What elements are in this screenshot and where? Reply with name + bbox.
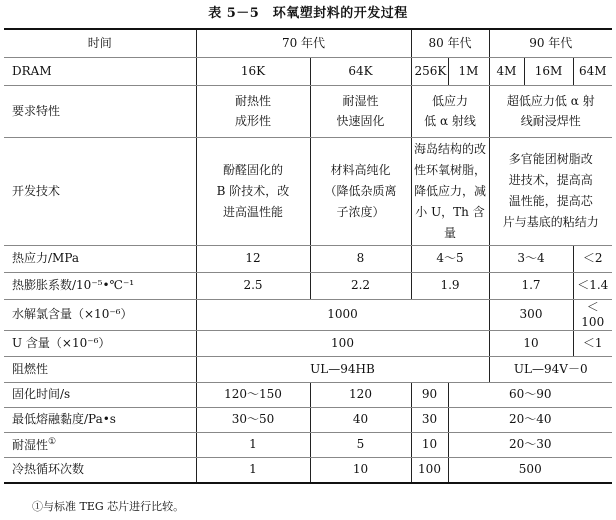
cell-moisture-64k: 5 bbox=[310, 432, 411, 457]
row-moisture-resistance bbox=[4, 432, 612, 457]
cell-u-70s-1m: 100 bbox=[196, 330, 489, 356]
cell-chlorine-70s-1m: 1000 bbox=[196, 299, 489, 330]
cell-expansion-64m: ＜1.4 bbox=[573, 272, 612, 299]
cell-req-90s-line2: 线耐浸焊性 bbox=[520, 114, 581, 128]
cell-expansion-64k: 2.2 bbox=[310, 272, 411, 299]
row-label-development: 开发技术 bbox=[4, 137, 196, 245]
row-time bbox=[4, 29, 612, 57]
cell-dev-90s-line1: 多官能团树脂改 bbox=[508, 152, 593, 166]
row-thermal-expansion bbox=[4, 272, 612, 299]
cell-chlorine-4m-16m: 300 bbox=[489, 299, 573, 330]
cell-stress-64k: 8 bbox=[310, 245, 411, 272]
cell-dev-16k-line1: 酚醛固化的 bbox=[222, 162, 283, 177]
cell-cycles-64k: 10 bbox=[310, 457, 411, 483]
cell-expansion-16k: 2.5 bbox=[196, 272, 310, 299]
cell-stress-16k: 12 bbox=[196, 245, 310, 272]
cell-dev-80s bbox=[411, 137, 489, 245]
row-curing-time bbox=[4, 382, 612, 407]
cell-cycles-80s: 100 bbox=[411, 457, 448, 483]
moisture-label-text: 耐湿性 bbox=[12, 437, 49, 452]
row-thermal-cycles bbox=[4, 457, 612, 483]
row-thermal-stress bbox=[4, 245, 612, 272]
cell-stress-80s: 4～5 bbox=[411, 245, 489, 272]
footnote-mark: ① bbox=[48, 436, 57, 447]
cell-req-64k-line2: 快速固化 bbox=[336, 114, 385, 128]
cell-curing-80s: 90 bbox=[411, 382, 448, 407]
row-requirements bbox=[4, 85, 612, 137]
cell-dev-16k-line2: B 阶技术，改 bbox=[216, 183, 290, 198]
cell-expansion-80s: 1.9 bbox=[411, 272, 489, 299]
cell-curing-16k: 120～150 bbox=[196, 382, 310, 407]
row-label-u-content: U 含量（×10⁻⁶） bbox=[4, 330, 196, 356]
row-label-thermal-expansion: 热膨胀系数/10⁻⁵•℃⁻¹ bbox=[4, 272, 196, 299]
table-caption: 表 5－5 环氧塑封料的开发过程 bbox=[208, 6, 408, 21]
cell-u-64m: ＜1 bbox=[573, 330, 612, 356]
row-label-melt-viscosity: 最低熔融黏度/Pa•s bbox=[4, 407, 196, 432]
cell-flame-70s-80s: UL—94HB bbox=[196, 356, 489, 382]
row-dram bbox=[4, 57, 612, 85]
cell-req-16k-line1: 耐热性 bbox=[234, 93, 271, 108]
row-label-time: 时间 bbox=[4, 29, 196, 57]
cell-req-16k bbox=[196, 85, 310, 137]
cell-viscosity-90s: 20～40 bbox=[448, 407, 612, 432]
cell-dev-80s-line1: 海岛结构的改 bbox=[413, 141, 486, 156]
cell-cycles-16k: 1 bbox=[196, 457, 310, 483]
cell-req-16k-line2: 成形性 bbox=[234, 114, 271, 128]
header-70s: 70 年代 bbox=[196, 29, 411, 57]
cell-req-80s-line2: 低 α 射线 bbox=[424, 114, 476, 128]
cell-flame-90s: UL—94V－0 bbox=[489, 356, 612, 382]
row-label-thermal-stress: 热应力/MPa bbox=[4, 245, 196, 272]
cell-dram-4m: 4M bbox=[489, 57, 524, 85]
row-development bbox=[4, 137, 612, 245]
cell-stress-64m: ＜2 bbox=[573, 245, 612, 272]
row-label-curing-time: 固化时间/s bbox=[4, 382, 196, 407]
cell-dev-80s-line3: 降低应力，减 bbox=[413, 183, 486, 198]
cell-dev-16k bbox=[196, 137, 310, 245]
cell-dev-64k-line3: 子浓度） bbox=[336, 204, 385, 219]
cell-dev-90s-line3: 温性能，提高芯 bbox=[508, 194, 593, 208]
cell-dev-90s-line4: 片与基底的粘结力 bbox=[502, 215, 599, 229]
row-label-dram: DRAM bbox=[4, 57, 196, 85]
header-80s: 80 年代 bbox=[411, 29, 489, 57]
epoxy-molding-compound-table bbox=[4, 28, 612, 484]
cell-dram-1m: 1M bbox=[448, 57, 489, 85]
cell-expansion-4m-16m: 1.7 bbox=[489, 272, 573, 299]
cell-curing-90s: 60～90 bbox=[448, 382, 612, 407]
cell-dev-64k bbox=[310, 137, 411, 245]
cell-req-90s-line1: 超低应力低 α 射 bbox=[506, 93, 595, 108]
cell-u-4m-16m: 10 bbox=[489, 330, 573, 356]
cell-req-64k bbox=[310, 85, 411, 137]
cell-dram-64k: 64K bbox=[310, 57, 411, 85]
cell-cycles-90s: 500 bbox=[448, 457, 612, 483]
cell-dram-256k: 256K bbox=[411, 57, 448, 85]
cell-stress-4m-16m: 3～4 bbox=[489, 245, 573, 272]
cell-dev-80s-line2: 性环氧树脂， bbox=[413, 162, 486, 177]
cell-curing-64k: 120 bbox=[310, 382, 411, 407]
cell-dram-64m: 64M bbox=[573, 57, 612, 85]
header-90s: 90 年代 bbox=[489, 29, 612, 57]
cell-dev-64k-line2: （降低杂质离 bbox=[324, 183, 397, 198]
row-label-flame-retardancy: 阻燃性 bbox=[4, 356, 196, 382]
cell-chlorine-64m: ＜100 bbox=[573, 299, 612, 330]
cell-req-80s-line1: 低应力 bbox=[431, 93, 468, 108]
cell-viscosity-64k: 40 bbox=[310, 407, 411, 432]
cell-viscosity-16k: 30～50 bbox=[196, 407, 310, 432]
row-melt-viscosity bbox=[4, 407, 612, 432]
row-label-hydrolyzed-chlorine: 水解氯含量（×10⁻⁶） bbox=[4, 299, 196, 330]
cell-dram-16m: 16M bbox=[524, 57, 573, 85]
cell-req-64k-line1: 耐湿性 bbox=[342, 93, 379, 108]
cell-dev-90s-line2: 进技术，提高高 bbox=[508, 173, 593, 187]
cell-req-80s bbox=[411, 85, 489, 137]
cell-moisture-80s: 10 bbox=[411, 432, 448, 457]
row-flame-retardancy bbox=[4, 356, 612, 382]
cell-req-90s bbox=[489, 85, 612, 137]
cell-moisture-90s: 20～30 bbox=[448, 432, 612, 457]
row-hydrolyzed-chlorine bbox=[4, 299, 612, 330]
row-label-requirements: 要求特性 bbox=[4, 85, 196, 137]
cell-moisture-16k: 1 bbox=[196, 432, 310, 457]
cell-viscosity-80s: 30 bbox=[411, 407, 448, 432]
cell-dev-64k-line1: 材料高纯化 bbox=[330, 162, 391, 177]
cell-dev-16k-line3: 进高温性能 bbox=[222, 204, 283, 219]
cell-dev-90s bbox=[489, 137, 612, 245]
row-label-thermal-cycles: 冷热循环次数 bbox=[4, 457, 196, 483]
table-footnote: ①与标准 TEG 芯片进行比较。 bbox=[32, 500, 185, 513]
row-label-moisture-resistance bbox=[4, 432, 196, 457]
row-u-content bbox=[4, 330, 612, 356]
cell-dram-16k: 16K bbox=[196, 57, 310, 85]
cell-dev-80s-line4: 小 U，Th 含量 bbox=[415, 204, 485, 240]
